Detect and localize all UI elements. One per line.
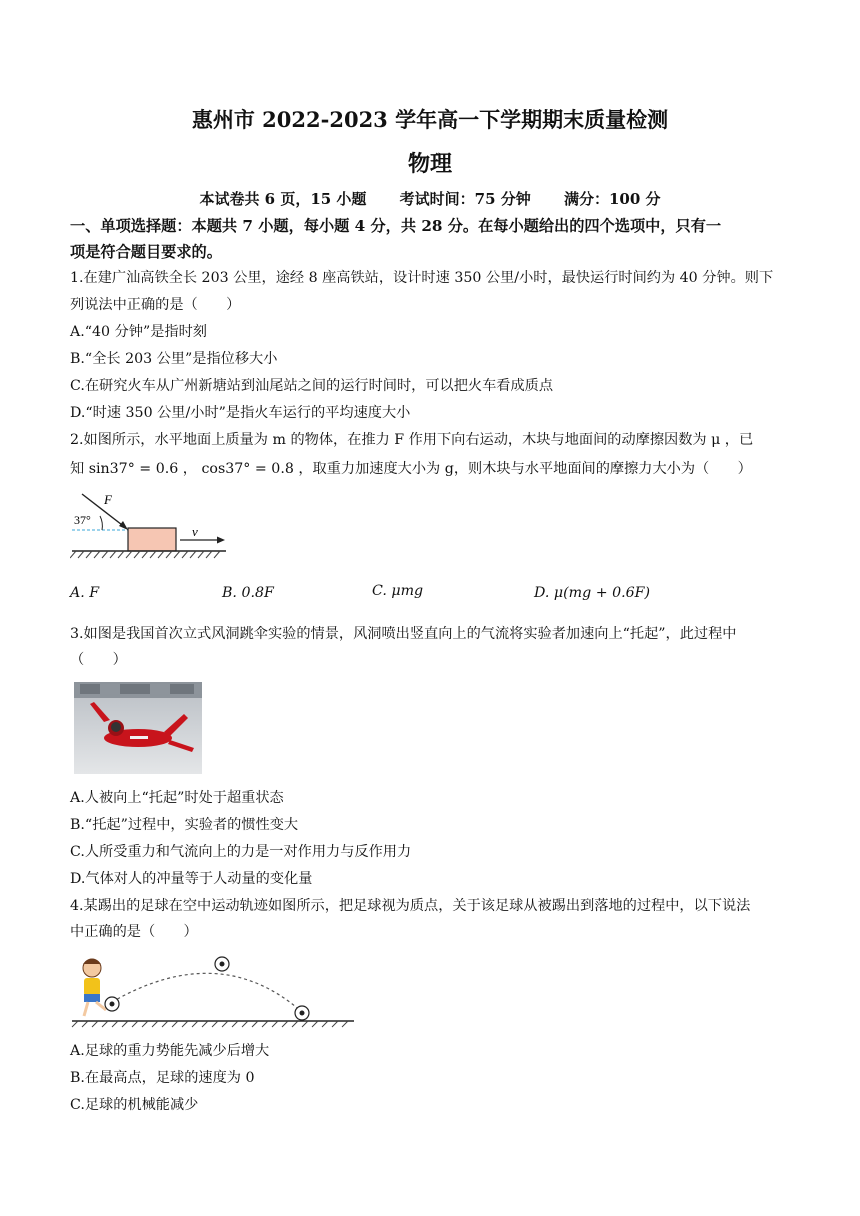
exam-subject: 物理 [407,151,452,177]
q1-option-b: B.“全长 203 公里”是指位移大小 [70,351,278,367]
q2-label-velocity: v [192,524,198,539]
exam-title: 惠州市 2022-2023 学年高一下学期期末质量检测 [191,107,669,132]
q1-stem-line1: 1.在建广汕高铁全长 203 公里，途经 8 座高铁站，设计时速 350 公里/小时，最快运行时间约为 40 分钟。则下 [70,270,774,286]
q4-option-b: B.在最高点，足球的速度为 0 [70,1070,255,1086]
ball-icon [295,1006,309,1020]
info-pages: 本试卷共 6 页，15 小题 [199,190,367,208]
q3-option-b: B.“托起”过程中，实验者的惯性变大 [70,817,299,833]
exam-info [0,188,860,209]
q1-option-c: C.在研究火车从广州新塘站到汕尾站之间的运行时间时，可以把火车看成质点 [70,378,554,394]
q3-option-a: A.人被向上“托起”时处于超重状态 [70,790,284,806]
q4-stem-line2: 中正确的是（ ） [70,924,198,940]
q3-wind-tunnel-photo [74,682,202,774]
section-heading-line1: 一、单项选择题：本题共 7 小题，每小题 4 分，共 28 分。在每小题给出的四个选项中，只有一 [70,217,722,235]
info-score: 满分：100 分 [564,190,661,208]
q3-option-c: C.人所受重力和气流向上的力是一对作用力与反作用力 [70,844,412,860]
q4-stem-line1: 4.某踢出的足球在空中运动轨迹如图所示，把足球视为质点，关于该足球从被踢出到落地的过程中，以下说法 [70,898,751,914]
q1-option-d: D.“时速 350 公里/小时”是指火车运行的平均速度大小 [70,405,411,421]
q2-option-b: B. 0.8F [222,585,274,601]
q3-stem-line1: 3.如图是我国首次立式风洞跳伞实验的情景，风洞喷出竖直向上的气流将实验者加速向上“托起”，此过程中 [70,626,737,642]
q2-option-a: A. F [70,585,100,601]
q2-label-force: F [104,492,112,507]
q2-stem-line2: 知 sin37° = 0.6 ， cos37° = 0.8 ，取重力加速度大小为 g，则木块与水平地面间的摩擦力大小为（ ） [70,461,752,477]
q2-block-figure [70,488,230,564]
ball-icon [215,957,229,971]
q2-label-angle: 37° [74,513,91,527]
q4-option-a: A.足球的重力势能先减少后增大 [70,1043,270,1059]
q2-stem-line1: 2.如图所示，水平地面上质量为 m 的物体，在推力 F 作用下向右运动，木块与地面间的动摩擦因数为 μ ，已 [70,432,754,448]
q2-option-d: D. μ(mg + 0.6F) [534,585,651,601]
section-heading-line2: 项是符合题目要求的。 [70,243,222,261]
info-time: 考试时间：75 分钟 [399,190,531,208]
q1-stem-line2: 列说法中正确的是（ ） [70,297,241,313]
q3-stem-line2: （ ） [70,652,127,668]
q4-option-c: C.足球的机械能减少 [70,1097,199,1113]
q1-option-a: A.“40 分钟”是指时刻 [70,324,207,340]
ball-icon [105,997,119,1011]
q2-option-c: C. μmg [372,583,424,599]
q4-football-trajectory-figure [70,950,356,1032]
q3-option-d: D.气体对人的冲量等于人动量的变化量 [70,871,313,887]
